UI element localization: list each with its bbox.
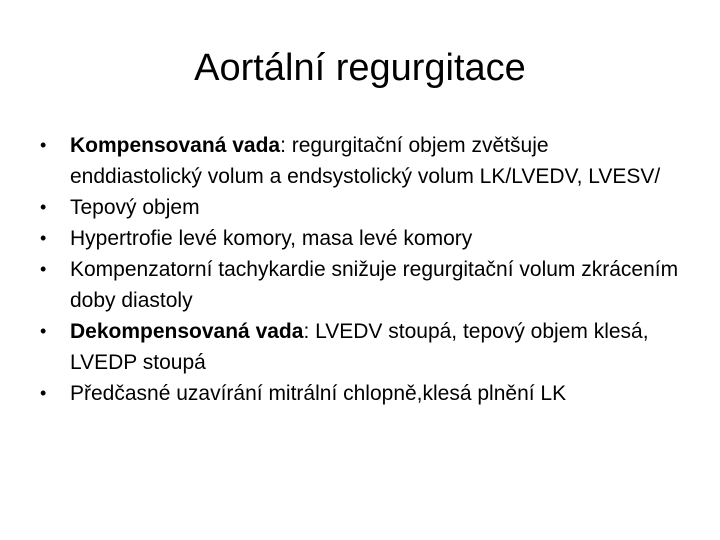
list-item bbox=[40, 192, 680, 223]
bullet-icon: • bbox=[40, 228, 47, 248]
list-item-bold: Dekompensovaná vada bbox=[70, 320, 304, 343]
list-item-text: : regurgitační objem zvětšuje enddiastolický volum a endsystolický volum LK/LVEDV, LVESV/ bbox=[70, 134, 661, 188]
list-item-text: : LVEDV stoupá, tepový objem klesá, LVEDP stoupá bbox=[70, 320, 649, 374]
list-item bbox=[40, 316, 680, 378]
list-item bbox=[40, 378, 680, 409]
list-item-bold: Kompensovaná vada bbox=[70, 134, 281, 157]
slide-title: Aortální regurgitace bbox=[194, 47, 526, 89]
bullet-icon: • bbox=[40, 321, 47, 341]
list-item-text: Kompenzatorní tachykardie snižuje regurgitační volum zkrácením doby diastoly bbox=[70, 258, 679, 312]
list-item bbox=[40, 254, 680, 316]
list-item-text: Předčasné uzavírání mitrální chlopně,klesá plnění LK bbox=[70, 382, 567, 405]
list-item-text: Hypertrofie levé komory, masa levé komory bbox=[70, 227, 473, 250]
bullet-icon: • bbox=[40, 197, 47, 217]
list-item bbox=[40, 130, 680, 192]
bullet-icon: • bbox=[40, 383, 47, 403]
bullet-list bbox=[40, 130, 680, 409]
list-item-text: Tepový objem bbox=[70, 196, 200, 219]
bullet-icon: • bbox=[40, 135, 47, 155]
bullet-icon: • bbox=[40, 259, 47, 279]
list-item bbox=[40, 223, 680, 254]
